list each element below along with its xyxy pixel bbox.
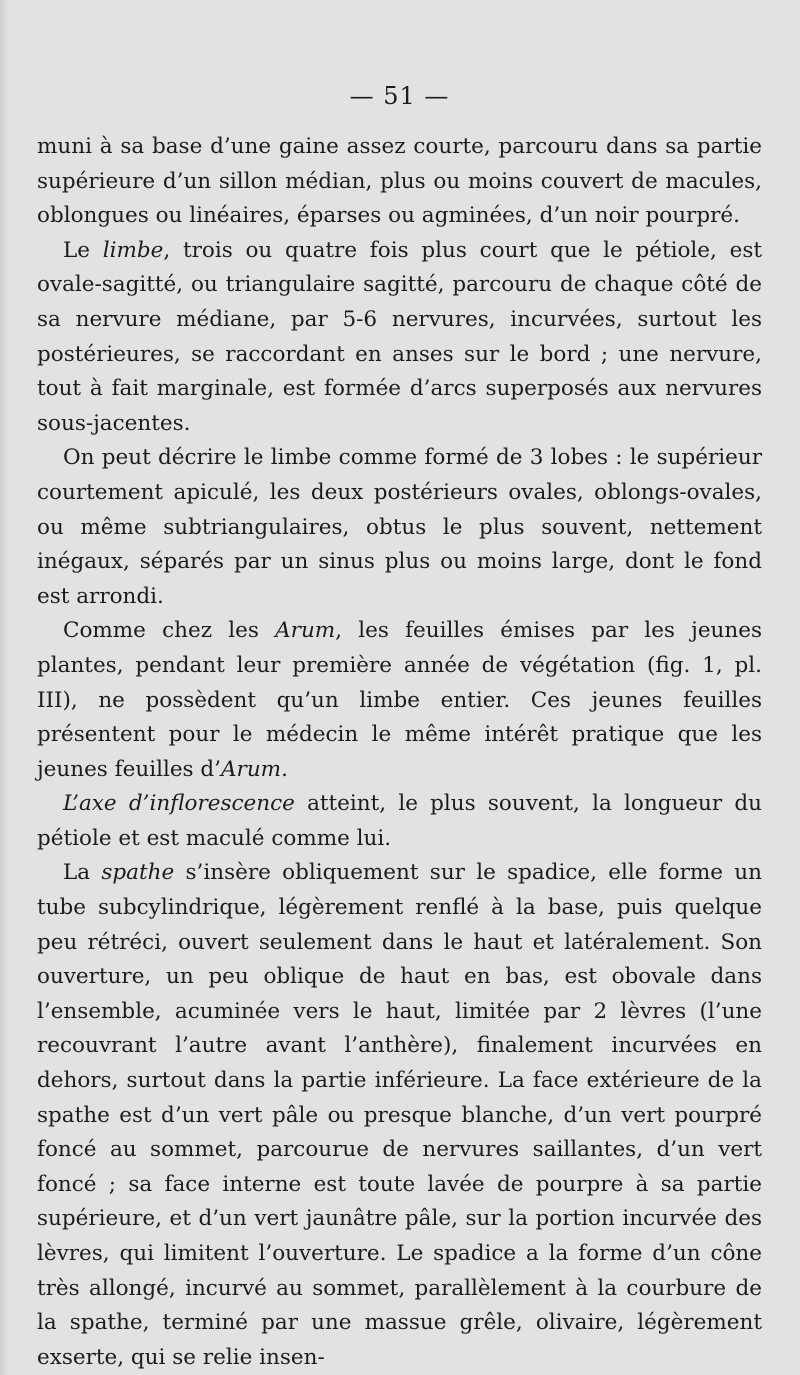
- paragraph: [37, 234, 762, 442]
- scan-edge-shadow: [0, 0, 8, 1375]
- text-run: .: [281, 756, 288, 782]
- paragraph: [37, 787, 762, 856]
- body-text: [37, 130, 762, 1375]
- italic-term: Arum: [275, 618, 336, 644]
- italic-term: Arum: [221, 756, 282, 782]
- text-run: Comme chez les: [63, 618, 276, 644]
- text-run: s’insère obliquement sur le spadice, elle forme un tube subcylindrique, légèrement renflé à la base, puis quelque peu rétréci, ouvert seulement dans le haut et latéralement. Son ouverture, un peu oblique de haut en bas, est obovale dans l’ensemble, acuminée vers le haut, limitée par 2 lèvres (l’une recouvrant l’autre avant l’anthère), finalement incurvées en dehors, surtout dans la partie inférieure. La face extérieure de la spathe est d’un vert pâle ou presque blanche, d’un vert pourpré foncé au sommet, parcourue de nervures saillantes, d’un vert foncé ; sa face interne est toute lavée de pourpre à sa partie supérieure, et d’un vert jaunâtre pâle, sur la portion incurvée des lèvres, qui limitent l’ouverture. Le spadice a la forme d’un cône très allongé, incurvé au sommet, parallèlement à la courbure de la spathe, terminé par une massue grêle, olivaire, légèrement exserte, qui se relie insen-: [37, 860, 762, 1370]
- paragraph: [37, 856, 762, 1375]
- paragraph: [37, 130, 762, 234]
- italic-term: L’axe d’inflorescence: [63, 791, 295, 817]
- text-run: atteint, le plus souvent, la longueur du pétiole et est maculé comme lui.: [37, 791, 762, 851]
- text-run: Le: [63, 237, 103, 263]
- italic-term: limbe: [102, 237, 164, 263]
- text-run: muni à sa base d’une gaine assez courte, parcouru dans sa partie supérieure d’un sillon médian, plus ou moins couvert de macules, oblongues ou linéaires, éparses ou agminées, d’un noir pourpré.: [37, 134, 762, 229]
- italic-term: spathe: [101, 860, 175, 886]
- text-run: , trois ou quatre fois plus court que le pétiole, est ovale-sagitté, ou triangulaire sagitté, parcouru de chaque côté de sa nervure médiane, par 5-6 nervures, incurvées, surtout les postérieures, se raccordant en anses sur le bord ; une nervure, tout à fait marginale, est formée d’arcs superposés aux nervures sous-jacentes.: [37, 237, 762, 436]
- text-run: On peut décrire le limbe comme formé de 3 lobes : le supérieur courtement apiculé, les deux postérieurs ovales, oblongs-ovales, ou même subtriangulaires, obtus le plus souvent, nettement inégaux, séparés par un sinus plus ou moins large, dont le fond est arrondi.: [37, 445, 762, 609]
- paragraph: [37, 614, 762, 787]
- text-run: , les feuilles émises par les jeunes plantes, pendant leur première année de végétation (fig. 1, pl. III), ne possèdent qu’un limbe entier. Ces jeunes feuilles présentent pour le médecin le même intérêt pratique que les jeunes feuilles d’: [37, 618, 763, 782]
- page-number: — 51 —: [349, 82, 450, 110]
- paragraph: [37, 441, 762, 614]
- text-run: La: [63, 860, 102, 886]
